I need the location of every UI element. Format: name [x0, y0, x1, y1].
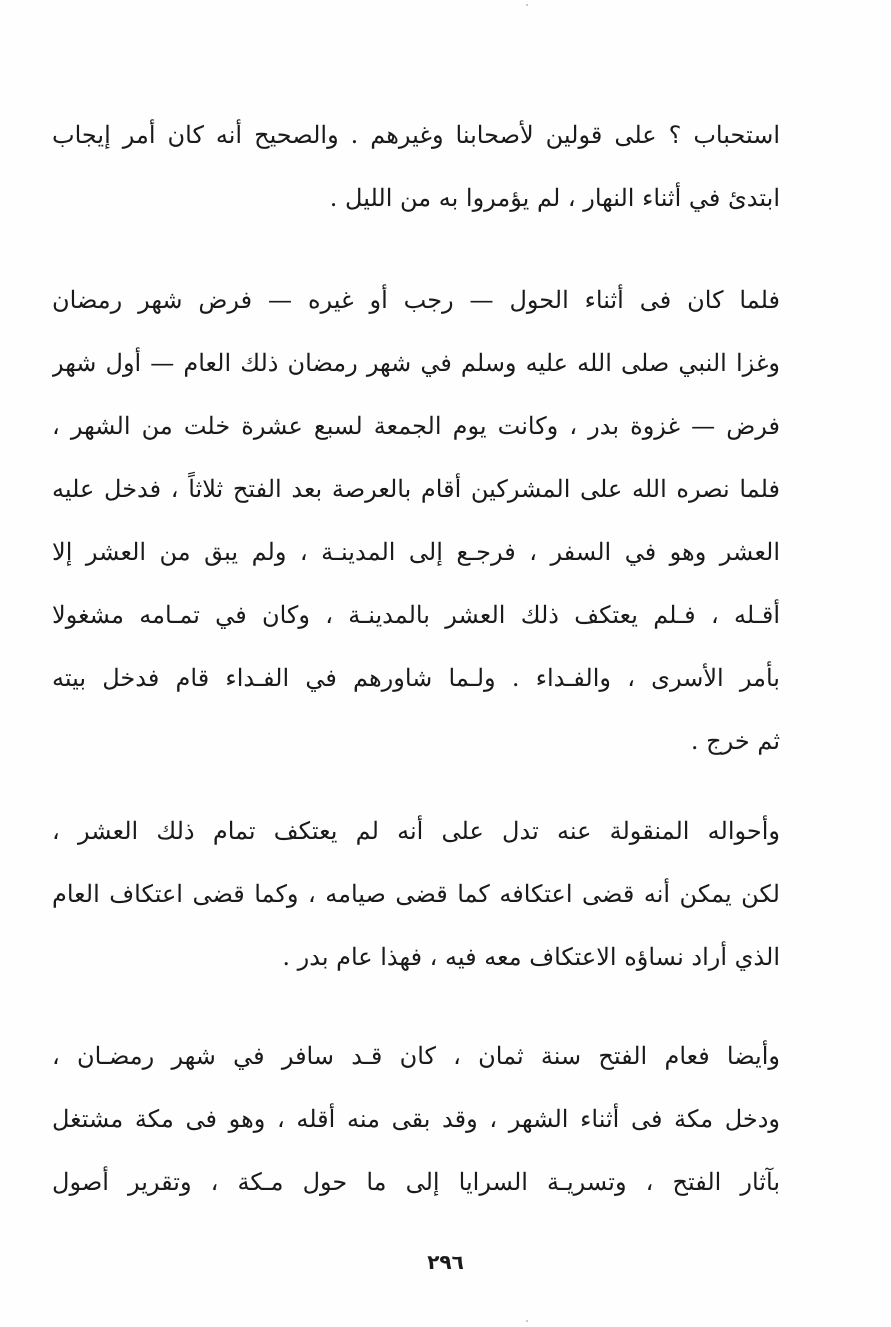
text-line: ثم خرج .: [690, 727, 780, 755]
text-line: العشر وهو في السفر ، فرجـع إلى المدينـة ، ولم يبق من العشر إلا: [52, 538, 780, 566]
paragraph-4: [52, 1025, 780, 1214]
text-line: وغزا النبي صلى الله عليه وسلم في شهر رمضان ذلك العام — أول شهر: [52, 349, 780, 377]
text-line: ابتدئ في أثناء النهار ، لم يؤمروا به من الليل .: [329, 184, 780, 212]
text-line: وأيضا فعام الفتح سنة ثمان ، كان قـد سافر في شهر رمضـان ،: [52, 1042, 780, 1070]
paragraph-3: [52, 800, 780, 989]
text-line: بأمر الأسرى ، والفـداء . ولـما شاورهم في الفـداء قام فدخل بيته: [52, 664, 780, 692]
text-line: فلما نصره الله على المشركين أقام بالعرصة بعد الفتح ثلاثاً ، فدخل عليه: [52, 475, 780, 503]
scan-speck: [526, 4, 528, 6]
text-line: لكن يمكن أنه قضى اعتكافه كما قضى صيامه ، وكما قضى اعتكاف العام: [52, 880, 780, 908]
scan-speck: [526, 1320, 528, 1322]
text-line: فرض — غزوة بدر ، وكانت يوم الجمعة لسبع عشرة خلت من الشهر ،: [52, 412, 780, 440]
text-line: فلما كان فى أثناء الحول — رجب أو غيره — فرض شهر رمضان: [52, 286, 780, 314]
text-line: أقـله ، فـلم يعتكف ذلك العشر بالمدينـة ، وكان في تمـامه مشغولا: [52, 601, 780, 629]
paragraph-2: [52, 269, 780, 773]
text-line: وأحواله المنقولة عنه تدل على أنه لم يعتكف تمام ذلك العشر ،: [52, 817, 780, 845]
page-number: ٢٩٦: [427, 1250, 464, 1274]
paragraph-1: [52, 104, 780, 230]
text-line: ودخل مكة فى أثناء الشهر ، وقد بقى منه أقله ، وهو فى مكة مشتغل: [52, 1105, 780, 1133]
text-line: استحباب ؟ على قولين لأصحابنا وغيرهم . والصحيح أنه كان أمر إيجاب: [52, 121, 780, 149]
text-line: الذي أراد نساؤه الاعتكاف معه فيه ، فهذا عام بدر .: [282, 943, 780, 971]
text-line: بآثار الفتح ، وتسريـة السرايا إلى ما حول مـكة ، وتقرير أصول: [52, 1168, 780, 1196]
